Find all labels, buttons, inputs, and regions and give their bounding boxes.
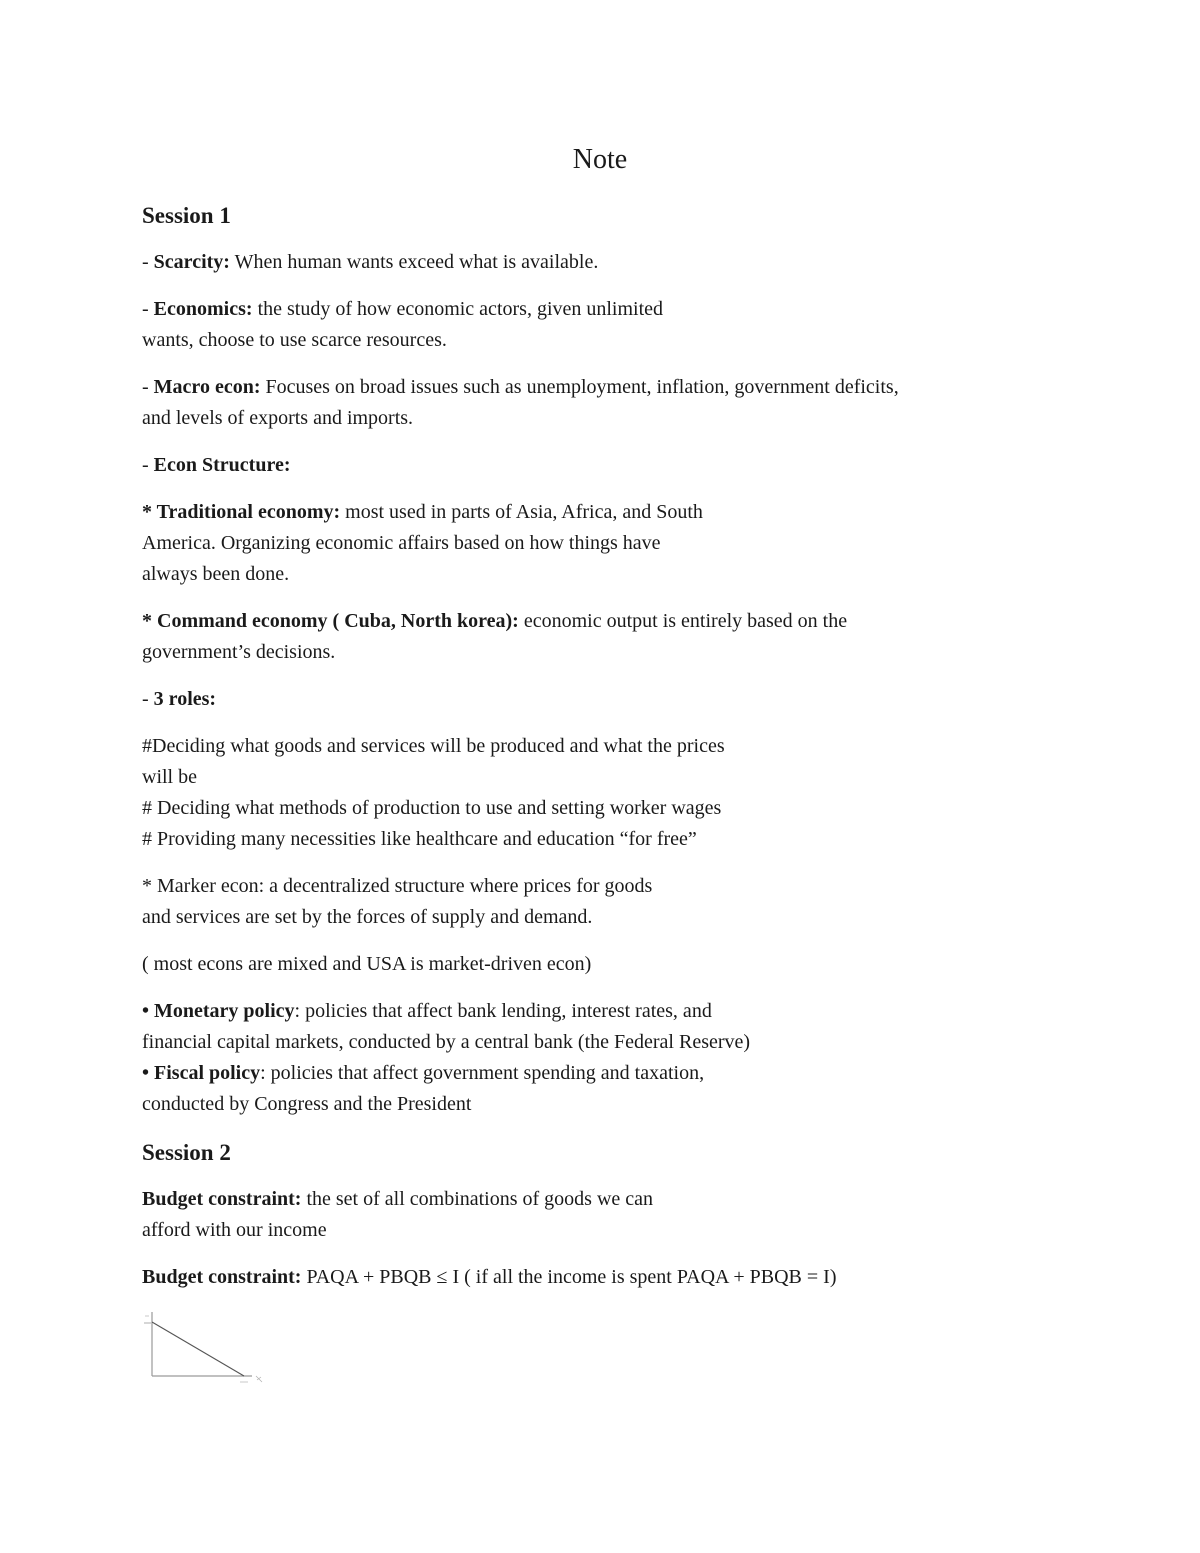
- monetary-policy-cont: financial capital markets, conducted by a central bank (the Federal Reserve): [142, 1031, 751, 1053]
- command-economy-cont: government’s decisions.: [142, 641, 336, 663]
- definition-text: : policies that affect bank lending, interest rates, and: [294, 1000, 712, 1022]
- term-scarcity: Scarcity:: [153, 251, 230, 273]
- term-fiscal-policy: Fiscal policy: [154, 1062, 261, 1084]
- budget-line-graph: [140, 1302, 270, 1392]
- role-line: will be: [142, 766, 197, 788]
- macro-definition: [142, 372, 1062, 403]
- bullet-prefix: *: [142, 501, 157, 523]
- bullet-prefix: -: [142, 376, 154, 398]
- budget-line: [152, 1322, 244, 1376]
- role-line: #Deciding what goods and services will be produced and what the prices: [142, 735, 725, 757]
- bullet-prefix: •: [142, 1062, 155, 1084]
- economics-definition: [142, 294, 1062, 325]
- budget-constraint-definition: [142, 1184, 1062, 1215]
- traditional-economy-cont: always been done.: [142, 563, 290, 585]
- bullet-prefix: *: [142, 610, 157, 632]
- role-line: # Deciding what methods of production to use and setting worker wages: [142, 797, 722, 819]
- economics-definition-cont: wants, choose to use scarce resources.: [142, 329, 447, 351]
- term-econ-structure: Econ Structure:: [153, 454, 291, 476]
- definition-text: the study of how economic actors, given unlimited: [252, 298, 664, 320]
- term-traditional-economy: Traditional economy:: [156, 501, 341, 523]
- bullet-prefix: -: [142, 454, 154, 476]
- definition-text: economic output is entirely based on the: [518, 610, 848, 632]
- mixed-economy-note: ( most econs are mixed and USA is market-driven econ): [142, 953, 592, 975]
- term-macro-econ: Macro econ:: [153, 376, 261, 398]
- bullet-prefix: -: [142, 298, 154, 320]
- monetary-policy: [142, 996, 1062, 1027]
- definition-text: When human wants exceed what is available.: [229, 251, 599, 273]
- formula-text: PAQA + PBQB ≤ I ( if all the income is spent PAQA + PBQB = I): [301, 1266, 837, 1288]
- role-line: # Providing many necessities like healthcare and education “for free”: [142, 828, 697, 850]
- bullet-prefix: -: [142, 688, 154, 710]
- market-economy-cont: and services are set by the forces of supply and demand.: [142, 906, 593, 928]
- bullet-prefix: •: [142, 1000, 155, 1022]
- session-2-heading: Session 2: [142, 1140, 231, 1165]
- definition-text: the set of all combinations of goods we can: [301, 1188, 654, 1210]
- term-budget-constraint: Budget constraint:: [142, 1188, 302, 1210]
- definition-text: Focuses on broad issues such as unemployment, inflation, government deficits,: [260, 376, 899, 398]
- fiscal-policy: [142, 1058, 1062, 1089]
- page-title: Note: [572, 144, 628, 175]
- definition-text: : policies that affect government spending and taxation,: [260, 1062, 705, 1084]
- traditional-economy: [142, 497, 1062, 528]
- document-body: [142, 200, 1062, 1293]
- macro-definition-cont: and levels of exports and imports.: [142, 407, 414, 429]
- bullet-prefix: -: [142, 251, 154, 273]
- term-command-economy: Command economy ( Cuba, North korea):: [157, 610, 519, 632]
- market-economy: * Marker econ: a decentralized structure where prices for goods: [142, 875, 653, 897]
- x-axis-arrow: [256, 1376, 262, 1382]
- term-economics: Economics:: [153, 298, 253, 320]
- command-economy: [142, 606, 1062, 637]
- term-three-roles: 3 roles:: [153, 688, 217, 710]
- fiscal-policy-cont: conducted by Congress and the President: [142, 1093, 472, 1115]
- budget-constraint-formula: [142, 1262, 1062, 1293]
- budget-constraint-definition-cont: afford with our income: [142, 1219, 327, 1241]
- session-1-heading: Session 1: [142, 203, 231, 228]
- scarcity-definition: [142, 247, 1062, 278]
- traditional-economy-cont: America. Organizing economic affairs based on how things have: [142, 532, 661, 554]
- term-monetary-policy: Monetary policy: [154, 1000, 295, 1022]
- three-roles-heading: [142, 684, 1062, 715]
- definition-text: most used in parts of Asia, Africa, and South: [340, 501, 703, 523]
- econ-structure-heading: [142, 450, 1062, 481]
- term-budget-constraint: Budget constraint:: [142, 1266, 302, 1288]
